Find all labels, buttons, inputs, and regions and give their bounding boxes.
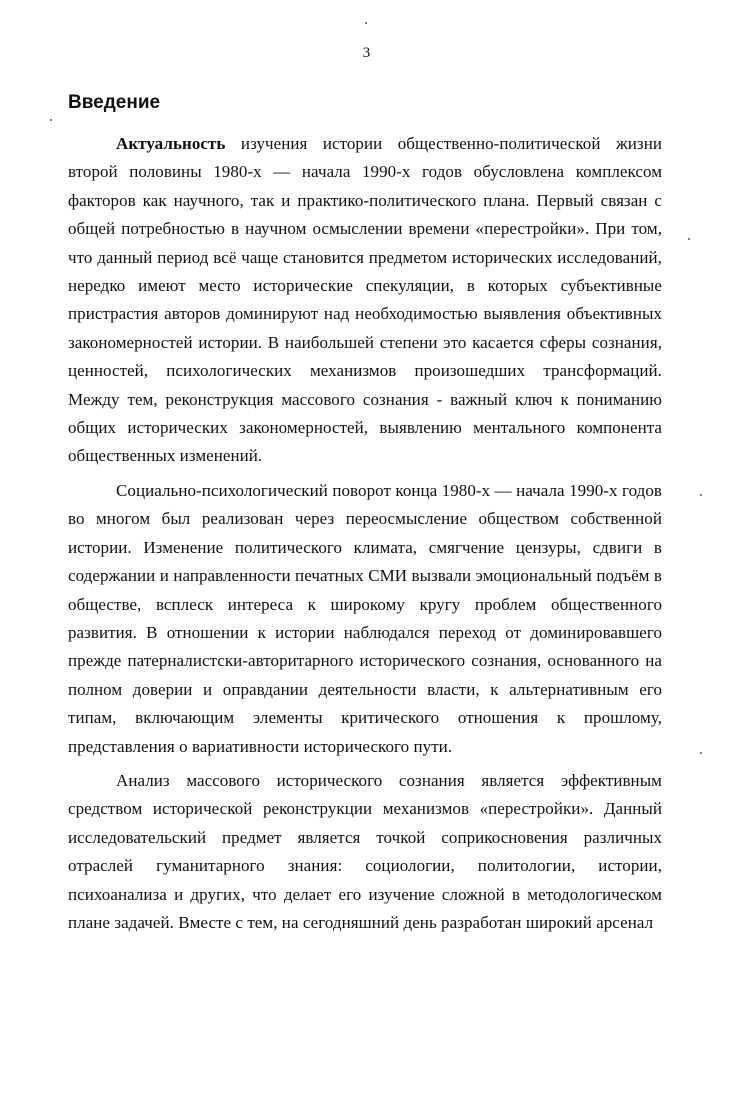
paragraph-text: изучения истории общественно-политической жизни второй половины 1980-х — начала 1990-х годов обусловлена комплексом факторов как научного, так и практико-политического плана. Первый связан с общей потребностью в научном осмыслении времени «перестройки». При том, что данный период всё чаще становится предметом исторических исследований, нередко имеют место исторические спекуляции, в которых субъективные пристрастия авторов доминируют над необходимостью выявления объективных закономерностей истории. В наибольшей степени это касается сферы сознания, ценностей, психологических механизмов произошедших трансформаций. Между тем, реконструкция массового сознания - важный ключ к пониманию общих исторических закономерностей, выявлению ментального компонента общественных изменений.	[68, 134, 662, 466]
section-heading: Введение	[68, 92, 161, 113]
body-text	[68, 130, 662, 943]
scan-speck	[700, 752, 702, 754]
paragraph-text: Анализ массового исторического сознания является эффективным средством исторической реконструкции механизмов «перестройки». Данный исследовательский предмет является точкой соприкосновения различных отраслей гуманитарного знания: социологии, политологии, истории, психоанализа и других, что делает его изучение сложной в методологическом плане задачей. Вместе с тем, на сегодняшний день разработан широкий арсенал	[68, 770, 662, 932]
paragraph-social-turn	[68, 477, 662, 761]
scan-speck	[50, 119, 52, 121]
page-number: 3	[362, 45, 371, 61]
scan-speck	[700, 494, 702, 496]
paragraph-analysis	[68, 767, 662, 937]
paragraph-relevance	[68, 130, 662, 471]
scan-speck	[365, 22, 367, 24]
paragraph-lead-term: Актуальность	[116, 134, 226, 153]
scan-speck	[688, 238, 690, 240]
paragraph-text: Социально-психологический поворот конца 1980-х — начала 1990-х годов во многом был реализован через переосмысление обществом собственной истории. Изменение политического климата, смягчение цензуры, сдвиги в содержании и направленности печатных СМИ вызвали эмоциональный подъём в обществе, всплеск интереса к широкому кругу проблем общественного развития. В отношении к истории наблюдался переход от доминировавшего прежде патерналистски-авторитарного исторического сознания, основанного на полном доверии и оправдании деятельности власти, к альтернативным его типам, включающим элементы критического отношения к прошлому, представления о вариативности исторического пути.	[68, 480, 662, 756]
